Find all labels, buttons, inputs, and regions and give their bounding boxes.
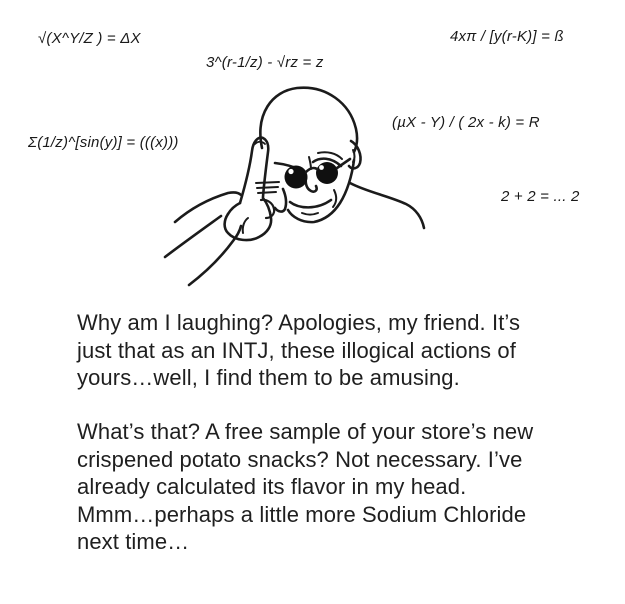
equation-mid-right: (µX - Y) / ( 2x - k) = R xyxy=(392,114,540,131)
caption-line: just that as an INTJ, these illogical actions of xyxy=(77,337,516,363)
caption-line: What’s that? A free sample of your store’s new xyxy=(77,419,534,444)
caption-line: Mmm…perhaps a little more Sodium Chloride xyxy=(77,501,527,527)
equation-top-middle: 3^(r-1/z) - √rz = z xyxy=(206,54,324,71)
caption-paragraph-1 xyxy=(77,309,577,392)
equation-top-left: √(X^Y/Z ) = ΔX xyxy=(38,30,141,47)
equation-mid-left: Σ(1/z)^[sin(y)] = (((x))) xyxy=(28,134,179,151)
hand-and-finger xyxy=(225,138,279,240)
shoulders-and-arms xyxy=(165,183,424,285)
caption-paragraph-2 xyxy=(77,418,577,556)
glasses xyxy=(285,159,351,189)
equation-top-right: 4xπ / [y(r-K)] = ß xyxy=(450,28,564,45)
equation-two-plus-two: 2 + 2 = ... 2 xyxy=(501,188,580,205)
caption-line: yours…well, I find them to be amusing. xyxy=(77,365,460,390)
caption-line: crispened potato snacks? Not necessary. I’ve xyxy=(77,446,523,472)
caption-line: next time… xyxy=(77,529,190,554)
caption-line: already calculated its flavor in my head. xyxy=(77,474,467,499)
caption-line: Why am I laughing? Apologies, my friend. It’s xyxy=(77,310,521,335)
head-outline xyxy=(260,88,360,222)
